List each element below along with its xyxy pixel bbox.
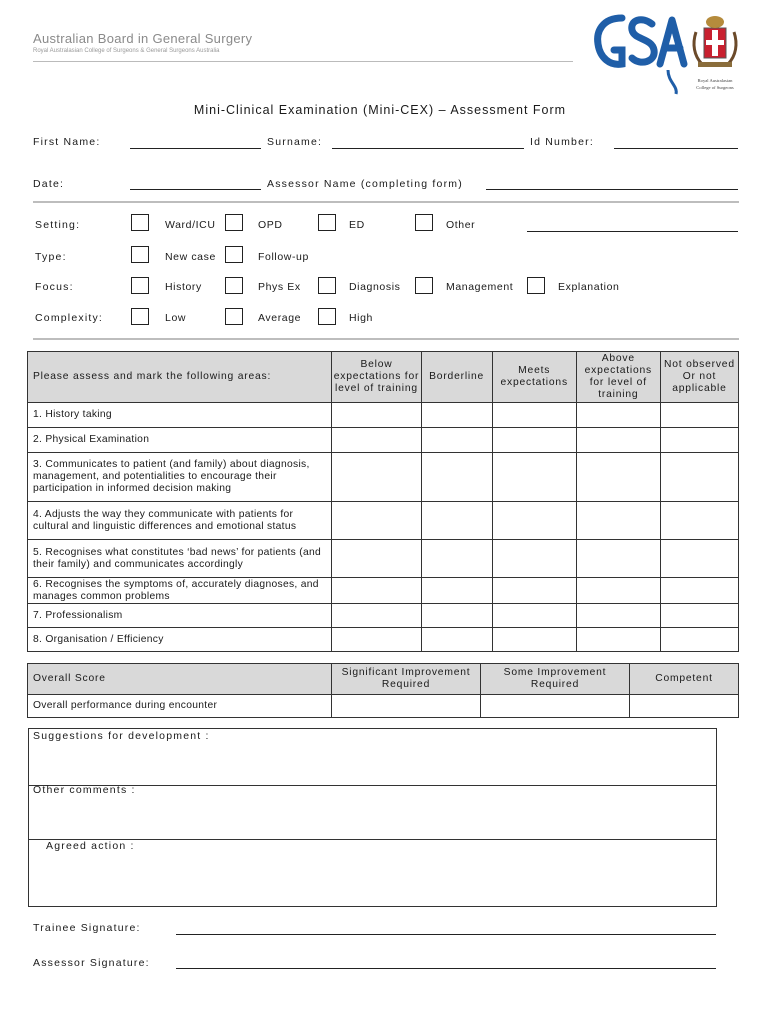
setting-option-ed: ED <box>349 219 365 231</box>
assessment-table <box>27 351 739 652</box>
svg-text:College of Surgeons: College of Surgeons <box>696 85 734 90</box>
focus-checkbox-explanation[interactable] <box>527 277 545 294</box>
rating-cell[interactable] <box>332 628 421 652</box>
focus-option-management: Management <box>446 281 514 293</box>
rating-cell[interactable] <box>492 453 576 502</box>
type-option-followup: Follow-up <box>258 251 309 263</box>
rating-cell[interactable] <box>660 403 738 428</box>
row-label: 3. Communicates to patient (and family) about diagnosis, management, and potentialities to encourage their participation in informed decision making <box>28 453 332 502</box>
type-option-new: New case <box>165 251 216 263</box>
setting-option-ward: Ward/ICU <box>165 219 216 231</box>
focus-checkbox-diagnosis[interactable] <box>318 277 336 294</box>
column-significant-improvement: Significant Improvement Required <box>332 664 481 695</box>
rating-cell[interactable] <box>332 403 421 428</box>
assessor-name-label: Assessor Name (completing form) <box>267 178 463 190</box>
id-number-label: Id Number: <box>530 136 594 148</box>
org-subtitle: Royal Australasian College of Surgeons & General Surgeons Australia <box>33 48 220 54</box>
rating-cell[interactable] <box>492 540 576 578</box>
assessor-signature-label: Assessor Signature: <box>33 957 150 969</box>
setting-checkbox-other[interactable] <box>415 214 433 231</box>
type-label: Type: <box>35 251 67 263</box>
rating-cell[interactable] <box>660 502 738 540</box>
row-label: 1. History taking <box>28 403 332 428</box>
rating-cell[interactable] <box>576 604 660 628</box>
rating-cell[interactable] <box>332 428 421 453</box>
rating-cell[interactable] <box>332 540 421 578</box>
assessor-signature-field[interactable] <box>176 968 716 969</box>
rating-cell[interactable] <box>492 578 576 604</box>
table-row <box>28 453 739 502</box>
focus-checkbox-management[interactable] <box>415 277 433 294</box>
row-label: 7. Professionalism <box>28 604 332 628</box>
column-not-observed: Not observed Or not applicable <box>660 352 738 403</box>
rating-cell[interactable] <box>332 695 481 718</box>
table-row <box>28 540 739 578</box>
complexity-label: Complexity: <box>35 312 104 324</box>
focus-option-explanation: Explanation <box>558 281 620 293</box>
assessor-name-field[interactable] <box>486 189 738 190</box>
rating-cell[interactable] <box>332 502 421 540</box>
table-row <box>28 428 739 453</box>
setting-option-opd: OPD <box>258 219 283 231</box>
rating-cell[interactable] <box>576 540 660 578</box>
surname-label: Surname: <box>267 136 323 148</box>
id-number-field[interactable] <box>614 148 738 149</box>
surname-field[interactable] <box>332 148 524 149</box>
rating-cell[interactable] <box>576 628 660 652</box>
column-below: Below expectations for level of training <box>332 352 421 403</box>
date-label: Date: <box>33 178 65 190</box>
rating-cell[interactable] <box>492 628 576 652</box>
rating-cell[interactable] <box>421 502 492 540</box>
overall-score-table <box>27 663 739 718</box>
table-row <box>28 628 739 652</box>
agreed-action-label: Agreed action : <box>46 840 135 852</box>
rating-cell[interactable] <box>492 604 576 628</box>
rating-cell[interactable] <box>421 453 492 502</box>
focus-label: Focus: <box>35 281 74 293</box>
section-divider <box>33 201 739 203</box>
column-borderline: Borderline <box>421 352 492 403</box>
rating-cell[interactable] <box>332 604 421 628</box>
assessment-header-row <box>28 352 739 403</box>
table-row <box>28 403 739 428</box>
row-label: 6. Recognises the symptoms of, accurately diagnoses, and manages common problems <box>28 578 332 604</box>
rating-cell[interactable] <box>576 578 660 604</box>
rating-cell[interactable] <box>421 540 492 578</box>
overall-header-row <box>28 664 739 695</box>
rating-cell[interactable] <box>660 628 738 652</box>
type-checkbox-followup[interactable] <box>225 246 243 263</box>
rating-cell[interactable] <box>492 502 576 540</box>
overall-performance-label: Overall performance during encounter <box>28 695 332 718</box>
rating-cell[interactable] <box>576 428 660 453</box>
row-label: 4. Adjusts the way they communicate with patients for cultural and linguistic differences and emotional status <box>28 502 332 540</box>
focus-option-physex: Phys Ex <box>258 281 301 293</box>
rating-cell[interactable] <box>660 453 738 502</box>
row-label: 2. Physical Examination <box>28 428 332 453</box>
column-meets: Meets expectations <box>492 352 576 403</box>
header-divider <box>33 61 573 62</box>
row-label: 8. Organisation / Efficiency <box>28 628 332 652</box>
setting-other-field[interactable] <box>527 231 738 232</box>
table-row <box>28 502 739 540</box>
complexity-checkbox-high[interactable] <box>318 308 336 325</box>
svg-text:Royal Australasian: Royal Australasian <box>697 78 733 83</box>
focus-option-diagnosis: Diagnosis <box>349 281 401 293</box>
setting-checkbox-opd[interactable] <box>225 214 243 231</box>
rating-cell[interactable] <box>630 695 739 718</box>
focus-checkbox-physex[interactable] <box>225 277 243 294</box>
table-row <box>28 695 739 718</box>
table-row <box>28 578 739 604</box>
racs-crest-icon <box>694 16 736 67</box>
column-competent: Competent <box>630 664 739 695</box>
type-checkbox-new[interactable] <box>131 246 149 263</box>
rating-cell[interactable] <box>332 453 421 502</box>
column-some-improvement: Some Improvement Required <box>481 664 630 695</box>
setting-label: Setting: <box>35 219 81 231</box>
rating-cell[interactable] <box>481 695 630 718</box>
setting-checkbox-ed[interactable] <box>318 214 336 231</box>
rating-cell[interactable] <box>332 578 421 604</box>
logo-group <box>592 10 747 100</box>
setting-option-other: Other <box>446 219 476 231</box>
rating-cell[interactable] <box>576 453 660 502</box>
rating-cell[interactable] <box>576 502 660 540</box>
overall-score-label: Overall Score <box>28 664 332 695</box>
row-label: 5. Recognises what constitutes ‘bad news’ for patients (and their family) and communicates accordingly <box>28 540 332 578</box>
trainee-signature-label: Trainee Signature: <box>33 922 141 934</box>
complexity-checkbox-low[interactable] <box>131 308 149 325</box>
focus-option-history: History <box>165 281 202 293</box>
trainee-signature-field[interactable] <box>176 934 716 935</box>
setting-checkbox-ward[interactable] <box>131 214 149 231</box>
rating-cell[interactable] <box>660 428 738 453</box>
form-title: Mini-Clinical Examination (Mini-CEX) – Assessment Form <box>193 103 567 117</box>
suggestions-label: Suggestions for development : <box>33 730 210 742</box>
rating-cell[interactable] <box>492 428 576 453</box>
complexity-option-average: Average <box>258 312 302 324</box>
rating-cell[interactable] <box>421 428 492 453</box>
org-title: Australian Board in General Surgery <box>33 31 253 46</box>
column-above: Above expectations for level of training <box>576 352 660 403</box>
rating-cell[interactable] <box>421 628 492 652</box>
rating-cell[interactable] <box>421 604 492 628</box>
rating-cell[interactable] <box>660 604 738 628</box>
complexity-option-high: High <box>349 312 373 324</box>
rating-cell[interactable] <box>492 403 576 428</box>
first-name-label: First Name: <box>33 136 101 148</box>
first-name-field[interactable] <box>130 148 261 149</box>
rating-cell[interactable] <box>421 403 492 428</box>
rating-cell[interactable] <box>576 403 660 428</box>
table-row <box>28 604 739 628</box>
focus-checkbox-history[interactable] <box>131 277 149 294</box>
rating-cell[interactable] <box>660 540 738 578</box>
date-field[interactable] <box>130 189 261 190</box>
section-divider <box>33 338 739 340</box>
rating-cell[interactable] <box>660 578 738 604</box>
rating-cell[interactable] <box>421 578 492 604</box>
assessment-header-label: Please assess and mark the following areas: <box>28 352 332 403</box>
other-comments-label: Other comments : <box>33 784 136 796</box>
complexity-checkbox-average[interactable] <box>225 308 243 325</box>
complexity-option-low: Low <box>165 312 187 324</box>
gsa-logo-icon <box>592 10 747 100</box>
